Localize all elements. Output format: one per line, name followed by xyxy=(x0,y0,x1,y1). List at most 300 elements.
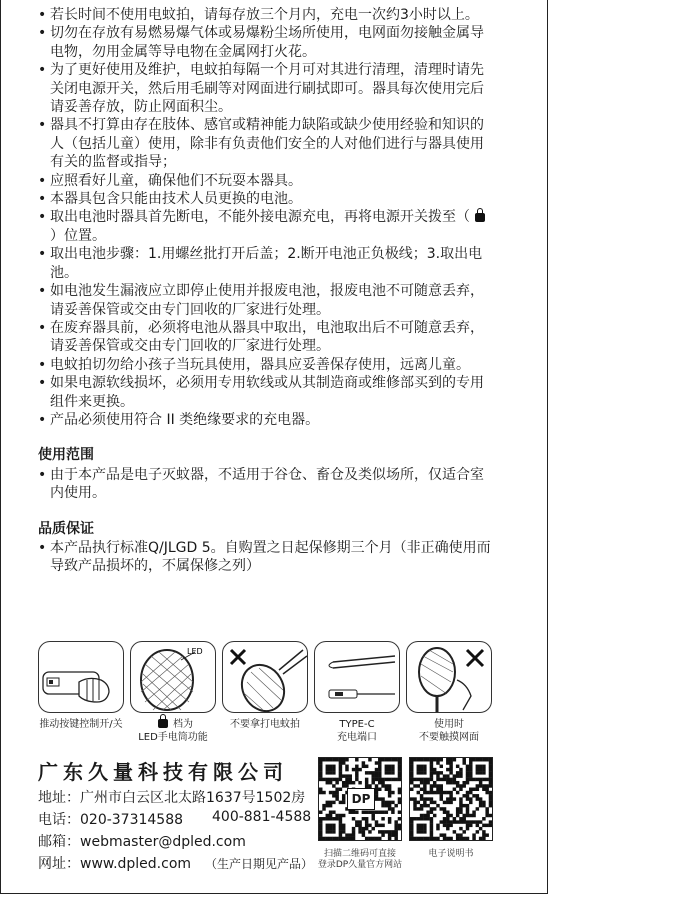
list-item: • 取出电池时器具首先断电，不能外接电源充电，再将电源开关拨至（）位置。 xyxy=(38,208,496,245)
qr-module xyxy=(423,788,426,791)
qr-module xyxy=(375,824,378,827)
qr-module xyxy=(440,820,443,823)
qr-module xyxy=(446,827,449,830)
qr-module xyxy=(420,788,423,791)
qr-module xyxy=(339,824,342,827)
qr-module xyxy=(355,810,358,813)
qr-module xyxy=(358,768,361,771)
qr-module xyxy=(489,765,492,768)
no-touch-illustration xyxy=(407,642,492,713)
qr-module xyxy=(319,817,322,820)
qr-module xyxy=(430,820,433,823)
qr-module xyxy=(319,758,322,761)
qr-module xyxy=(417,824,420,827)
qr-module xyxy=(358,827,361,830)
qr-module xyxy=(381,810,384,813)
quality-title: 品质保证 xyxy=(38,520,94,537)
qr-module xyxy=(430,784,433,787)
qr-module xyxy=(329,778,332,781)
scope-title: 使用范围 xyxy=(38,447,94,464)
qr-module xyxy=(398,827,401,830)
qr-module xyxy=(385,771,388,774)
qr-module xyxy=(388,778,391,781)
qr-module xyxy=(378,797,381,800)
list-item: • 如果电源软线损坏，必须用专用软线或从其制造商或维修部买到的专用组件来更换。 xyxy=(38,374,496,411)
qr-module xyxy=(469,768,472,771)
instructions xyxy=(38,6,496,576)
usage-figures xyxy=(38,641,494,745)
qr-module xyxy=(375,778,378,781)
qr-module xyxy=(375,820,378,823)
qr-module xyxy=(349,774,352,777)
qr-module xyxy=(436,827,439,830)
qr-module xyxy=(466,778,469,781)
qr-module xyxy=(476,807,479,810)
qr-module xyxy=(355,820,358,823)
qr-module xyxy=(352,768,355,771)
qr-module xyxy=(466,781,469,784)
qr-module xyxy=(430,810,433,813)
qr-module xyxy=(443,820,446,823)
qr-module xyxy=(410,761,413,764)
qr-module xyxy=(433,814,436,817)
qr-module xyxy=(449,837,452,840)
qr-module xyxy=(342,797,345,800)
qr-module xyxy=(339,817,342,820)
qr-module xyxy=(388,758,391,761)
qr-module xyxy=(329,791,332,794)
qr-module xyxy=(479,801,482,804)
qr-module xyxy=(469,797,472,800)
qr-module xyxy=(430,830,433,833)
qr-module xyxy=(391,771,394,774)
qr-module xyxy=(433,784,436,787)
qr-module xyxy=(420,768,423,771)
qr-module xyxy=(433,771,436,774)
qr-module xyxy=(430,837,433,840)
qr-module xyxy=(482,824,485,827)
typec-cable-illustration xyxy=(315,642,400,713)
qr-module xyxy=(398,788,401,791)
qr-module xyxy=(446,810,449,813)
qr-module xyxy=(449,791,452,794)
qr-module xyxy=(362,830,365,833)
qr-module xyxy=(378,810,381,813)
qr-module xyxy=(489,768,492,771)
qr-module xyxy=(339,788,342,791)
qr-module xyxy=(426,817,429,820)
qr-module xyxy=(398,791,401,794)
qr-module xyxy=(365,827,368,830)
qr-module xyxy=(462,817,465,820)
qr-module xyxy=(326,817,329,820)
qr-module xyxy=(335,817,338,820)
qr-module xyxy=(446,774,449,777)
qr-module xyxy=(479,797,482,800)
qr-module xyxy=(410,797,413,800)
quality-text: • 本产品执行标准Q/JLGD 5。自购置之日起保修期三个月（非正确使用而导致产品损坏的，不属保修之列） xyxy=(38,539,496,576)
qr-module xyxy=(365,820,368,823)
qr-module xyxy=(476,830,479,833)
qr-module xyxy=(443,801,446,804)
qr-module xyxy=(375,768,378,771)
qr-module xyxy=(423,771,426,774)
qr-module xyxy=(423,830,426,833)
qr-module xyxy=(472,788,475,791)
qr-module xyxy=(469,801,472,804)
qr-module xyxy=(398,778,401,781)
qr-module xyxy=(489,778,492,781)
qr-module xyxy=(319,833,322,836)
qr-module xyxy=(329,827,332,830)
qr-module xyxy=(469,824,472,827)
qr-module xyxy=(479,758,482,761)
qr-module xyxy=(462,758,465,761)
qr-module xyxy=(476,765,479,768)
qr-module xyxy=(443,791,446,794)
qr-module xyxy=(462,781,465,784)
qr-module xyxy=(449,768,452,771)
qr-module xyxy=(335,837,338,840)
scope-text: • 由于本产品是电子灭蚊器，不适用于谷仓、畜仓及类似场所，仅适合室内使用。 xyxy=(38,466,496,503)
qr-module xyxy=(362,810,365,813)
qr-module xyxy=(329,817,332,820)
qr-module xyxy=(410,765,413,768)
qr-module xyxy=(459,807,462,810)
qr-module xyxy=(479,784,482,787)
qr-module xyxy=(345,837,348,840)
qr-module xyxy=(349,810,352,813)
qr-module xyxy=(371,771,374,774)
qr-module xyxy=(375,784,378,787)
qr-module xyxy=(368,771,371,774)
list-item: • 在废弃器具前，必须将电池从器具中取出，电池取出后不可随意丢弃，请妥善保管或交由专门回收的厂家进行处理。 xyxy=(38,319,496,356)
qr-module xyxy=(332,768,335,771)
qr-module xyxy=(469,778,472,781)
qr-module xyxy=(362,765,365,768)
qr-code-manual[interactable] xyxy=(409,757,493,841)
qr-module xyxy=(469,791,472,794)
qr-module xyxy=(420,814,423,817)
qr-module xyxy=(385,765,388,768)
qr-module xyxy=(420,778,423,781)
qr-module xyxy=(423,814,426,817)
qr-module xyxy=(381,833,384,836)
qr-module xyxy=(388,788,391,791)
qr-module xyxy=(423,797,426,800)
qr-module xyxy=(462,804,465,807)
qr-module xyxy=(426,797,429,800)
qr-module xyxy=(476,794,479,797)
qr-module xyxy=(430,817,433,820)
list-item: • 应照看好儿童，确保他们不玩耍本器具。 xyxy=(38,172,496,190)
qr-module xyxy=(436,788,439,791)
qr-module xyxy=(489,824,492,827)
qr-module xyxy=(476,768,479,771)
qr-module xyxy=(398,758,401,761)
qr-module xyxy=(319,771,322,774)
qr-module xyxy=(339,827,342,830)
qr-module xyxy=(410,833,413,836)
qr-module xyxy=(489,784,492,787)
qr-module xyxy=(430,791,433,794)
qr-module xyxy=(410,771,413,774)
qr-module xyxy=(339,830,342,833)
qr-module xyxy=(426,837,429,840)
qr-module xyxy=(456,781,459,784)
qr-module xyxy=(449,814,452,817)
qr-module xyxy=(430,774,433,777)
qr-module xyxy=(489,804,492,807)
qr-module xyxy=(423,778,426,781)
qr-module xyxy=(388,771,391,774)
qr-module xyxy=(466,768,469,771)
qr-module xyxy=(335,791,338,794)
qr-module xyxy=(335,794,338,797)
qr-module xyxy=(472,778,475,781)
qr-module xyxy=(342,794,345,797)
qr-module xyxy=(339,774,342,777)
qr-module xyxy=(355,771,358,774)
qr-module xyxy=(339,801,342,804)
qr-module xyxy=(371,817,374,820)
qr-module xyxy=(446,761,449,764)
qr-module xyxy=(466,771,469,774)
qr-module xyxy=(385,768,388,771)
qr-module xyxy=(345,781,348,784)
company-website: 网址：www.dpled.com xyxy=(38,856,192,872)
qr-module xyxy=(352,781,355,784)
qr-module xyxy=(417,807,420,810)
qr-caption-website: 扫描二维码可直接 登录DP久量官方网站 xyxy=(317,849,403,870)
qr-module xyxy=(433,781,436,784)
qr-module xyxy=(371,810,374,813)
qr-module xyxy=(430,771,433,774)
qr-module xyxy=(433,758,436,761)
qr-module xyxy=(417,784,420,787)
qr-module xyxy=(420,781,423,784)
qr-module xyxy=(456,833,459,836)
qr-module xyxy=(482,833,485,836)
qr-module xyxy=(375,837,378,840)
company-phone-2: 400-881-4588 xyxy=(212,809,312,825)
qr-module xyxy=(413,817,416,820)
led-light-illustration xyxy=(131,642,216,713)
qr-module xyxy=(385,830,388,833)
qr-module xyxy=(466,791,469,794)
list-item: • 取出电池步骤：1.用螺丝批打开后盖；2.断开电池正负极线；3.取出电池。 xyxy=(38,245,496,282)
qr-module xyxy=(378,771,381,774)
qr-module xyxy=(433,768,436,771)
qr-module xyxy=(362,833,365,836)
qr-module xyxy=(456,765,459,768)
qr-module xyxy=(329,758,332,761)
qr-module xyxy=(485,791,488,794)
qr-module xyxy=(322,837,325,840)
qr-module xyxy=(394,830,397,833)
qr-module xyxy=(430,824,433,827)
qr-module xyxy=(436,774,439,777)
qr-module xyxy=(358,824,361,827)
qr-module xyxy=(319,791,322,794)
qr-module xyxy=(371,781,374,784)
qr-module xyxy=(462,820,465,823)
qr-module xyxy=(391,833,394,836)
qr-module xyxy=(355,778,358,781)
production-date-note: （生产日期见产品） xyxy=(205,857,314,871)
qr-module xyxy=(375,771,378,774)
qr-module xyxy=(322,817,325,820)
list-item: • 电蚊拍切勿给小孩子当玩具使用，器具应妥善保存使用，远离儿童。 xyxy=(38,356,496,374)
qr-module xyxy=(391,801,394,804)
qr-module xyxy=(446,778,449,781)
qr-module xyxy=(391,830,394,833)
qr-module xyxy=(462,794,465,797)
qr-module xyxy=(423,765,426,768)
qr-module xyxy=(476,758,479,761)
qr-module xyxy=(375,791,378,794)
qr-module xyxy=(339,761,342,764)
qr-module xyxy=(410,774,413,777)
qr-module xyxy=(449,820,452,823)
qr-module xyxy=(329,810,332,813)
qr-module xyxy=(319,830,322,833)
qr-module xyxy=(459,797,462,800)
qr-module xyxy=(319,774,322,777)
company-name: 广东久量科技有限公司 xyxy=(38,760,288,784)
qr-module xyxy=(326,824,329,827)
qr-module xyxy=(394,837,397,840)
qr-module xyxy=(449,778,452,781)
qr-module xyxy=(329,804,332,807)
qr-module xyxy=(329,830,332,833)
qr-module xyxy=(322,807,325,810)
qr-module xyxy=(423,784,426,787)
qr-module xyxy=(472,758,475,761)
qr-module xyxy=(375,774,378,777)
qr-module xyxy=(456,791,459,794)
qr-module xyxy=(388,791,391,794)
qr-module xyxy=(388,794,391,797)
qr-module xyxy=(319,778,322,781)
qr-module xyxy=(466,827,469,830)
qr-module xyxy=(329,814,332,817)
qr-module xyxy=(489,794,492,797)
qr-module xyxy=(378,830,381,833)
qr-module xyxy=(410,781,413,784)
qr-module xyxy=(368,824,371,827)
qr-module xyxy=(329,771,332,774)
list-item: • 切勿在存放有易燃易爆气体或易爆粉尘场所使用，电网面勿接触金属导电物，勿用金属等导电物在金属网打火花。 xyxy=(38,24,496,61)
qr-module xyxy=(326,758,329,761)
qr-module xyxy=(388,830,391,833)
qr-module xyxy=(466,824,469,827)
qr-module xyxy=(423,801,426,804)
qr-module xyxy=(449,781,452,784)
caption-no-hit: 不要拿打电蚊拍 xyxy=(230,719,300,730)
qr-module xyxy=(453,817,456,820)
qr-module xyxy=(332,837,335,840)
qr-module xyxy=(381,801,384,804)
qr-module xyxy=(398,817,401,820)
qr-module xyxy=(339,778,342,781)
qr-module xyxy=(453,830,456,833)
qr-module xyxy=(342,758,345,761)
qr-module xyxy=(329,837,332,840)
qr-module xyxy=(378,761,381,764)
qr-module xyxy=(378,774,381,777)
qr-module xyxy=(329,765,332,768)
qr-module xyxy=(417,830,420,833)
qr-module xyxy=(345,774,348,777)
qr-module xyxy=(332,824,335,827)
qr-code-pattern xyxy=(410,758,492,840)
qr-module xyxy=(398,801,401,804)
qr-module xyxy=(453,797,456,800)
qr-module xyxy=(417,791,420,794)
caption-typec: TYPE-C 充电端口 xyxy=(337,719,377,743)
caption-led: 档为 LED手电筒功能 xyxy=(138,719,208,743)
qr-module xyxy=(342,781,345,784)
qr-module xyxy=(456,810,459,813)
qr-module xyxy=(349,833,352,836)
qr-module xyxy=(329,781,332,784)
qr-module xyxy=(476,788,479,791)
qr-module xyxy=(456,774,459,777)
qr-module xyxy=(381,758,384,761)
qr-module xyxy=(332,791,335,794)
qr-module xyxy=(489,814,492,817)
qr-module xyxy=(417,765,420,768)
qr-module xyxy=(482,758,485,761)
qr-module xyxy=(433,791,436,794)
qr-module xyxy=(326,781,329,784)
qr-module xyxy=(339,765,342,768)
qr-module xyxy=(482,765,485,768)
qr-module xyxy=(385,804,388,807)
qr-module xyxy=(329,824,332,827)
qr-module xyxy=(430,765,433,768)
qr-module xyxy=(456,771,459,774)
qr-module xyxy=(391,778,394,781)
figure-power-switch xyxy=(38,641,124,713)
qr-module xyxy=(381,797,384,800)
qr-module xyxy=(479,778,482,781)
qr-module xyxy=(482,804,485,807)
qr-module xyxy=(420,827,423,830)
qr-code-website[interactable] xyxy=(318,757,402,841)
qr-module xyxy=(371,837,374,840)
qr-module xyxy=(378,837,381,840)
qr-module xyxy=(462,814,465,817)
figure-typec-port xyxy=(314,641,400,713)
qr-module xyxy=(482,837,485,840)
qr-module xyxy=(417,758,420,761)
qr-module xyxy=(440,765,443,768)
qr-module xyxy=(398,774,401,777)
qr-module xyxy=(485,778,488,781)
qr-module xyxy=(319,820,322,823)
qr-module xyxy=(375,788,378,791)
qr-module xyxy=(326,801,329,804)
qr-module xyxy=(430,797,433,800)
qr-module xyxy=(326,804,329,807)
qr-module xyxy=(456,784,459,787)
qr-module xyxy=(440,791,443,794)
company-address: 地址：广州市白云区北太路1637号1502房 xyxy=(38,790,306,806)
qr-module xyxy=(436,771,439,774)
qr-module xyxy=(358,820,361,823)
